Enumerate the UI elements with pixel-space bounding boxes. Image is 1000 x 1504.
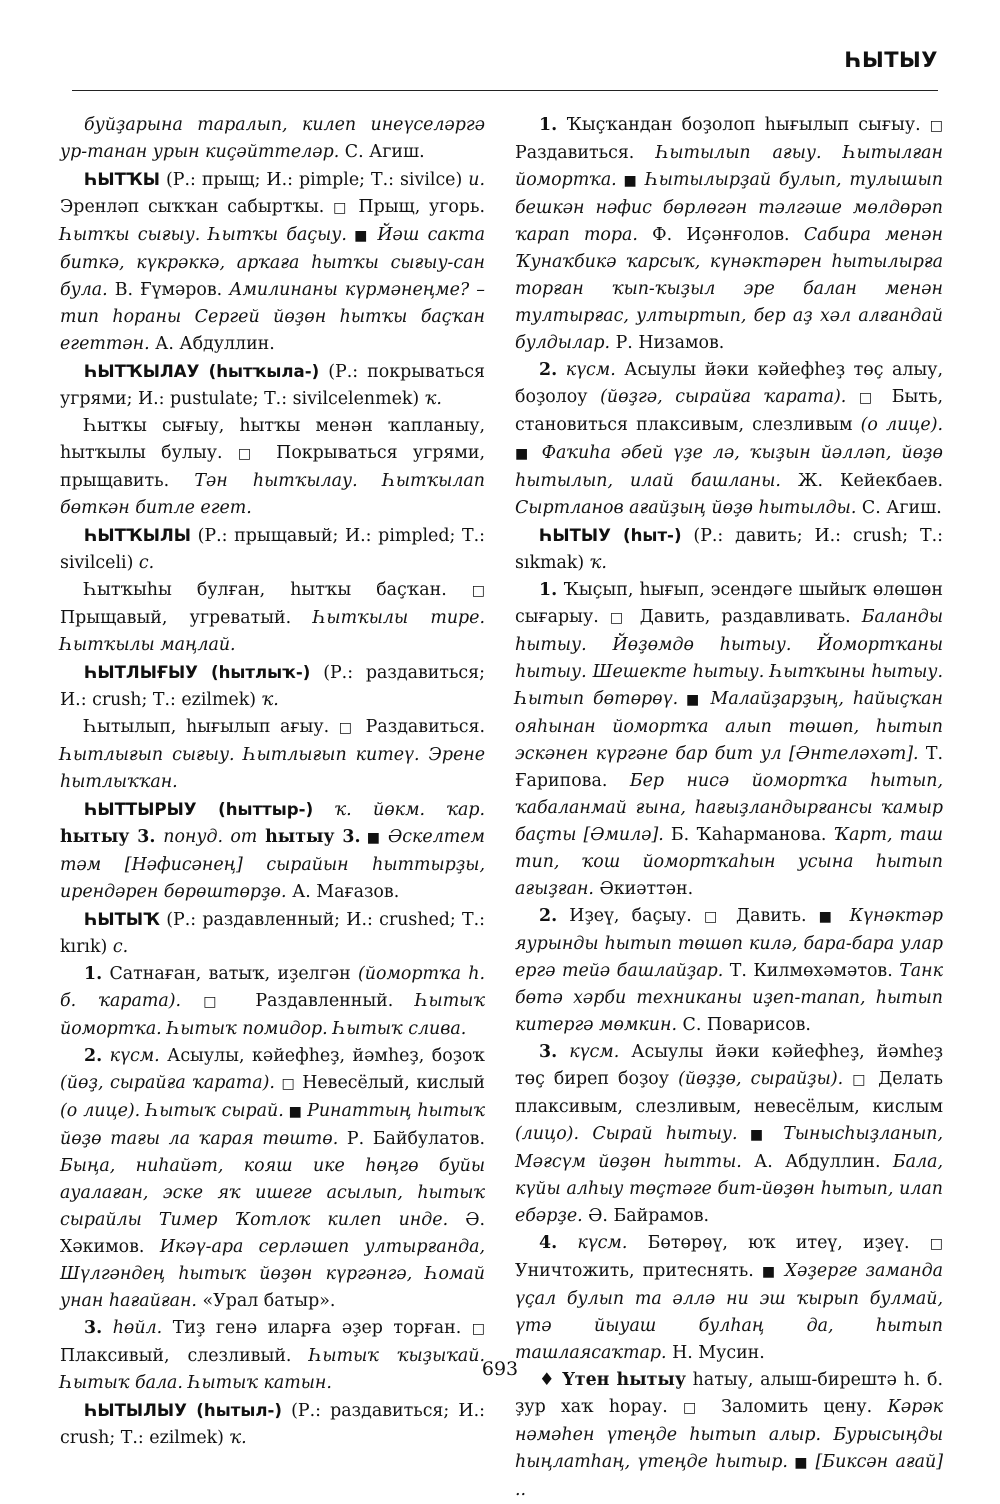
dictionary-paragraph [515, 1039, 943, 1230]
dictionary-paragraph [60, 1397, 485, 1452]
body-text: Н. Мусин. [666, 1343, 765, 1363]
headword: ҺЫТЫЛЫУ (һытыл-) [84, 1401, 282, 1420]
body-text: Уничтожить, притеснять. [515, 1261, 762, 1281]
headword: ҺЫТЫҠ [84, 910, 160, 929]
italic-text: Йәш сакта биткә, күкрәккә, арҡаға һытҡы сығыу-сан була. [60, 225, 485, 300]
italic-text: ҡ. йөкм. ҡар. [334, 800, 486, 820]
italic-text: Һытҡылы тире. Һытҡылы маңлай. [60, 608, 485, 655]
italic-text: Күнәктәр яурынды һытып төшөп килә, бара-бара улар ергә тейә башлайҙар. [515, 906, 944, 981]
example-marker-icon: ■ [761, 1264, 785, 1280]
italic-text: күсм. [565, 360, 616, 380]
body-text: Ә. Хәкимов. [60, 1210, 485, 1257]
italic-text: ҡ. [424, 389, 442, 409]
italic-text: (о лице). [860, 415, 944, 435]
italic-text: күсм. [569, 1042, 620, 1062]
dictionary-paragraph [60, 522, 485, 577]
italic-text: (йөҙгә, сырайға ҡарата). [600, 387, 847, 407]
body-text: Ҡыҫып, һығып, эсендәге шыйыҡ өлөшөн сығарыу. [515, 580, 943, 627]
body-text: (Р.: раздавиться; И.: crush; Т.: ezilmek) [60, 1401, 485, 1448]
italic-text: Ҡарт, таш тип, ҡош йомортҡаһын усына һытып ағыҙған. [515, 825, 943, 899]
bold-text: 1. [539, 580, 558, 600]
page-number: 693 [481, 1358, 519, 1380]
headword: ҺЫТЛЫҒЫУ (һытлыҡ-) [84, 663, 311, 682]
italic-text: Һытыҡ ҡыҙыҡай. Һытыҡ бала. Һытыҡ катын. [60, 1346, 485, 1393]
dictionary-paragraph [60, 796, 485, 906]
body-text: Һытҡыһы булған, һытҡы баҫҡан. [84, 580, 472, 600]
example-marker-icon: ■ [616, 173, 646, 189]
italic-text: Танк бөтә хәрби техниканы иҙеп-тапап, һытып китергә мөмкин. [515, 961, 943, 1035]
translation-marker-icon: □ [609, 610, 629, 626]
body-text [102, 1318, 113, 1338]
italic-text: (о лице). Һытыҡ сырай. [60, 1101, 284, 1121]
body-text: Әкиәттән. [593, 879, 694, 899]
italic-text: и. [468, 170, 485, 190]
bold-text: 3. [539, 1042, 558, 1062]
body-text: Раздавленный. [233, 991, 416, 1011]
dictionary-paragraph [60, 358, 485, 413]
right-column [515, 112, 943, 1504]
body-text: (Р.: покрываться угрями; И.: pustulate; Т.: sivilcelenmek) [60, 362, 485, 409]
body-text: Плаксивый, слезливый. [60, 1346, 310, 1366]
example-marker-icon: ■ [678, 692, 711, 708]
translation-marker-icon: □ [703, 909, 724, 925]
running-header [72, 40, 938, 91]
body-text: Б. Ҡаһарманова. [663, 825, 834, 845]
body-text: Прыщавый, угреватый. [60, 608, 314, 628]
body-text: «Урал батыр». [196, 1291, 336, 1311]
translation-marker-icon: □ [237, 446, 261, 462]
italic-text: буйҙарына таралып, килеп инеүселәргә ур-танан урын киҫәйттеләр. [60, 115, 485, 162]
dictionary-paragraph [515, 1230, 943, 1367]
body-text: Бөтөрөү, юҡ итеү, иҙеү. [627, 1233, 930, 1253]
italic-text: Икәү-ара серләшеп ултырғанда, Шүлгәндең һытыҡ йөҙөн күргәнгә, Һомай унан һағайған. [60, 1237, 486, 1311]
italic-text: Һытылып ағыу. Һытылған йомортҡа. [515, 143, 943, 190]
body-text [557, 1233, 577, 1253]
body-text: А. Абдуллин. [741, 1152, 893, 1172]
dictionary-paragraph [60, 659, 485, 714]
body-text: Делать плаксивым, слезливым, невесёлым, кислым [515, 1069, 944, 1117]
dictionary-paragraph [515, 357, 943, 522]
dictionary-paragraph [60, 1043, 485, 1315]
headword: ҺЫТТЫРЫУ (һыттыр-) [84, 800, 314, 819]
italic-text: Фаҡиһа әбей үҙе лә, ҡыҙын йәлләп, йөҙө һытылып, илай башланы. [515, 443, 943, 491]
body-text: Асыулы йәки кәйефһеҙ, йәмһеҙ төҫ биреп боҙоу [515, 1042, 943, 1089]
translation-marker-icon: □ [338, 720, 357, 736]
italic-text: Бала, күйы алһыу төҫтәге бит-йөҙөн һытып, илап ебәрҙе. [515, 1152, 943, 1226]
body-text: Раздавиться. [356, 717, 485, 737]
italic-text: һөйл. [112, 1318, 163, 1338]
body-text: (Р.: прыщавый; И.: pimpled; Т.: sivilceli) [60, 526, 485, 573]
example-marker-icon: ■ [346, 228, 378, 244]
italic-text: Ринаттың һытыҡ йөҙө тағы ла ҡарая төштө. [60, 1101, 485, 1149]
body-text: Давить. [723, 906, 819, 926]
italic-text: күсм. [577, 1233, 628, 1253]
italic-text: Һытлығып сығыу. Һытлығып китеү. Эрене һытлыҡҡан. [60, 745, 485, 792]
body-text [843, 1069, 852, 1089]
body-text: Ж. Кейекбаев. [780, 471, 943, 491]
italic-text: Амилинаны күрмәнеңме? – тип һораны Сергей йөҙөн һытҡы баҫҡан егеттән. [60, 280, 485, 354]
body-text: Эренләп сыҡҡан сабыртҡы. [60, 197, 334, 217]
italic-text: Хәҙерге заманда үҫал булып та әллә ни эш ҡырып булмай, үтә йыуаш булһаң да, һытып ташлаясаҡтар. [515, 1261, 943, 1363]
dictionary-paragraph [515, 522, 943, 577]
translation-marker-icon: □ [852, 1072, 869, 1088]
body-text [557, 360, 566, 380]
translation-marker-icon: □ [281, 1076, 296, 1092]
translation-marker-icon: □ [929, 1236, 943, 1252]
body-text: Ә. Байрамов. [582, 1206, 710, 1226]
italic-text: Баланды һытыу. Йөҙөмдө һытыу. Йомортҡаны һытыу. Шешекте һытыу. Һытҡыны һытыу. Һытып бөтөрөү. [515, 607, 943, 709]
dictionary-paragraph [515, 1367, 943, 1504]
body-text: Невесёлый, кислый [295, 1073, 485, 1093]
body-text [557, 1042, 569, 1062]
body-text: Ҡыҫҡандан боҙолоп һығылып сығыу. [557, 115, 930, 135]
italic-text: Сыртланов ағайҙың йөҙө һытылды. [515, 498, 857, 518]
bold-text: 3. [84, 1318, 103, 1338]
italic-text: Һытҡы сығыу. Һытҡы баҫыу. [60, 225, 347, 245]
italic-text: Сабира менән Ҡунаҡбикә ҡарсыҡ, күнәктәрен һытылырға торған ҡып-ҡыҙыл эре балан менән тултырғас, ултыртып, бер аҙ хәл алғандай булдылар. [515, 225, 943, 353]
bold-text: Үтен һытыу [562, 1370, 686, 1390]
dictionary-paragraph [515, 577, 943, 903]
dictionary-paragraph [60, 1315, 485, 1397]
dictionary-paragraph [60, 413, 485, 522]
italic-text: Малайҙарҙың, һайыҫҡан ояһынан йомортҡа алып төшөп, һытып эскәнен күргәне бар бит ул [Әнтеләхәт]. [515, 689, 943, 764]
body-text [102, 1046, 110, 1066]
headword: ҺЫТЫУ (һыт-) [539, 526, 682, 545]
body-text: (Р.: раздавленный; И.: crushed; Т.: kırık) [60, 910, 485, 957]
dictionary-paragraph [60, 906, 485, 961]
italic-text: (лицо). Сырай һытыу. [515, 1124, 738, 1144]
body-text: Ф. Иҫәнғолов. [637, 225, 804, 245]
body-text: Давить, раздавливать. [628, 607, 862, 627]
body-text: С. Агиш. [339, 142, 425, 162]
body-text: Һытҡы сығыу, һытҡы менән ҡапланыу, һытҡылы булыу. [60, 416, 485, 463]
body-text: Покрываться угрями, прыщавить. [60, 443, 485, 491]
italic-text: с. [112, 937, 129, 957]
example-marker-icon: ■ [818, 909, 850, 925]
italic-text: Тынысһыҙланып, Мәғсүм йөҙөн һытты. [515, 1124, 943, 1172]
italic-text: ҡ. [261, 690, 279, 710]
body-text: Иҙеү, баҫыу. [557, 906, 704, 926]
dictionary-paragraph [60, 166, 485, 358]
bold-text: һытыу 3. [257, 827, 361, 847]
italic-text: Һытыҡ йомортҡа. Һытыҡ помидор. Һытыҡ слива. [60, 991, 485, 1039]
italic-text: күсм. [109, 1046, 160, 1066]
body-text: Р. Низамов. [610, 333, 725, 353]
translation-marker-icon: □ [203, 994, 234, 1010]
translation-marker-icon: □ [471, 583, 485, 599]
body-text: Асыулы, кәйефһеҙ, йәмһеҙ, боҙоҡ [159, 1046, 485, 1066]
italic-text: Тән һытҡылау. Һытҡылап бөткән битле егет. [60, 471, 485, 518]
example-marker-icon: ■ [787, 1455, 816, 1471]
body-text: Раздавиться. [515, 143, 657, 163]
body-text: Быть, становиться плаксивым, слезливым [515, 387, 943, 435]
example-marker-icon: ■ [515, 446, 542, 462]
headword: ҺЫТҠЫЛЫ [84, 526, 191, 545]
example-marker-icon: ■ [283, 1104, 308, 1120]
body-text: (Р.: раздавиться; И.: crush; Т.: ezilmek) [60, 663, 485, 710]
body-text: (Р.: давить; И.: crush; Т.: sıkmak) [515, 526, 943, 573]
body-text [313, 800, 334, 820]
body-text: Сатнаған, ватыҡ, иҙелгән [102, 964, 359, 984]
headword: ҺЫТҠЫЛАУ (һытҡыла-) [84, 362, 320, 381]
bold-text: 1. [539, 115, 558, 135]
italic-text: понуд. от [163, 827, 258, 847]
body-text: һатыу, алыш-бирештә һ. б. ҙур хаҡ һорау. [515, 1370, 943, 1417]
translation-marker-icon: □ [471, 1321, 486, 1337]
body-text: С. Поварисов. [676, 1015, 811, 1035]
italic-text: Һытылырҙай булып, тулышып бешкән нәфис бөрлөгән тәлгәше мөлдөрәп ҡарап тора. [515, 170, 943, 245]
body-text: Т. Ғарипова. [515, 744, 943, 791]
body-text: Асыулы йәки кәйефһеҙ төҫ алыу, боҙолоу [515, 360, 944, 407]
body-text: А. Абдуллин. [149, 334, 275, 354]
italic-text: с. [138, 553, 155, 573]
body-text: Тиҙ генә иларға әҙер торған. [162, 1318, 472, 1338]
body-text [846, 387, 859, 407]
translation-marker-icon: □ [333, 200, 350, 216]
bold-text: һытыу 3. [60, 827, 164, 847]
headword: ҺЫТҠЫ [84, 170, 160, 189]
italic-text: (йөҙ, сырайға ҡарата). [60, 1073, 275, 1093]
example-marker-icon: ■ [360, 830, 389, 846]
body-text: (Р.: прыщ; И.: pimple; Т.: sivilce) [159, 170, 469, 190]
body-text [181, 991, 203, 1011]
italic-text: Быңа, ниһайәт, кояш ике һөңгө буйы ауалаған, эске яҡ ишеге асылып, һытыҡ сырайлы Тимер Ҡотлоҡ килеп инде. [60, 1156, 485, 1230]
italic-text: Әскелтем тәм [Нәфисәнең] сырайын һыттырҙы, ирендәрен бөрөштөрҙө. [60, 827, 485, 902]
body-text: Т. Килмөхәмәтов. [723, 961, 900, 981]
bold-text: 2. [539, 906, 558, 926]
italic-text: Бер нисә йомортҡа һытып, ҡабаланмай ғына, һағыҙландырғансы ҡамыр баҫты [Әмилә]. [515, 771, 943, 845]
body-text: Заломить цену. [705, 1397, 888, 1417]
body-text: С. Агиш. [856, 498, 942, 518]
translation-marker-icon: □ [858, 390, 880, 406]
body-text: Прыщ, угорь. [349, 197, 485, 217]
body-text: А. Мағазов. [286, 882, 400, 902]
bold-text: 2. [539, 360, 558, 380]
bold-text: 2. [84, 1046, 103, 1066]
italic-text: ҡ. [589, 553, 607, 573]
italic-text: (йомортҡа һ. б. ҡарата). [60, 964, 485, 1011]
running-head-word: ҺЫТЫУ [844, 48, 938, 72]
italic-text: Кәрәк нәмәһен үтеңде һытып алыр. Бурысыңды һыңлатһаң, үтеңде һытыр. [515, 1397, 943, 1472]
body-text: Һытылып, һығылып ағыу. [84, 717, 339, 737]
translation-marker-icon: □ [683, 1400, 706, 1416]
dictionary-paragraph [60, 112, 485, 166]
example-marker-icon: ■ [737, 1127, 784, 1143]
body-text: В. Ғүмәров. [107, 280, 230, 300]
dictionary-paragraph [60, 714, 485, 796]
translation-marker-icon: □ [929, 118, 943, 134]
italic-text: (йөҙҙө, сырайҙы). [678, 1069, 844, 1089]
italic-text: [Биксән ағай] .. [515, 1452, 943, 1500]
bold-text: 4. [539, 1233, 558, 1253]
body-text: ♦ [539, 1370, 563, 1390]
bold-text: 1. [84, 964, 103, 984]
dictionary-paragraph [515, 903, 943, 1039]
dictionary-paragraph [60, 961, 485, 1043]
dictionary-paragraph [515, 112, 943, 357]
italic-text: ҡ. [229, 1428, 247, 1448]
dictionary-paragraph [60, 577, 485, 659]
left-column [60, 112, 485, 1452]
body-text: Р. Байбулатов. [338, 1129, 485, 1149]
